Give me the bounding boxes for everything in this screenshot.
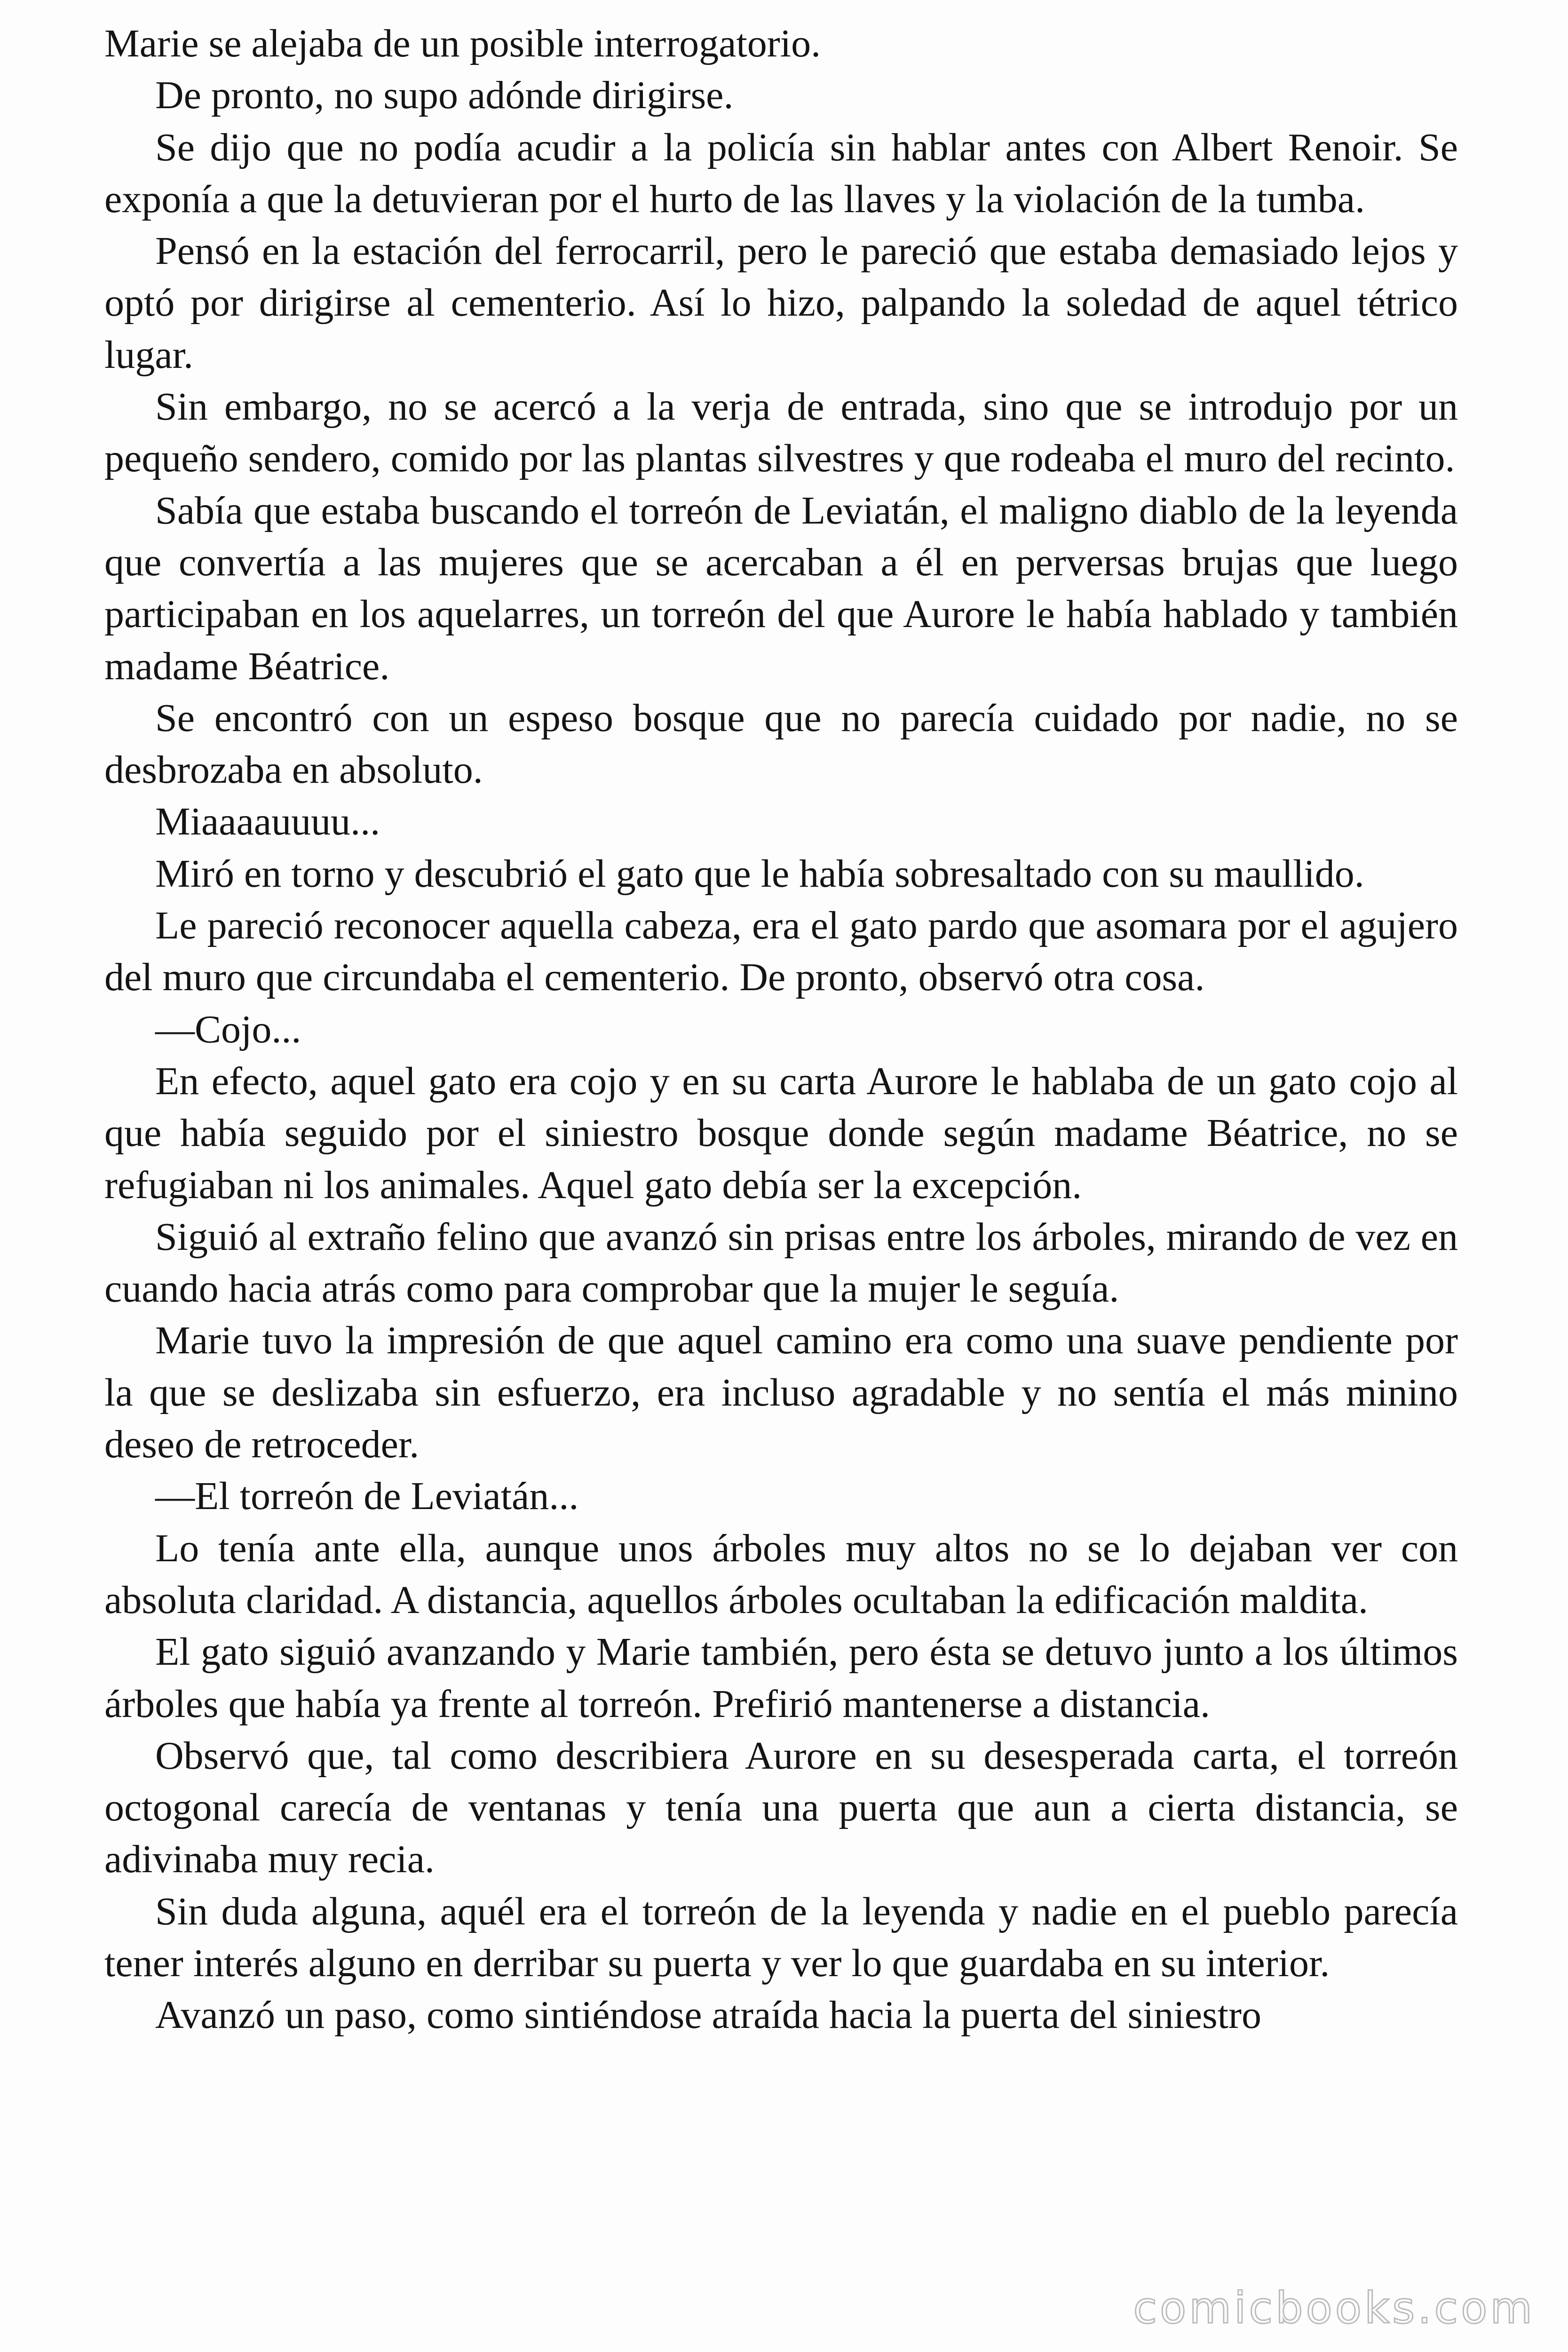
- body-text: [104, 18, 1458, 2042]
- paragraph: El gato siguió avanzando y Marie también, pero ésta se detuvo junto a los últimos árboles que había ya frente al torreón. Prefirió mantenerse a distancia.: [104, 1630, 1458, 1726]
- paragraph: —El torreón de Leviatán...: [155, 1474, 579, 1518]
- watermark: comicbooks.com: [1133, 2283, 1535, 2333]
- paragraph: Miró en torno y descubrió el gato que le había sobresaltado con su maullido.: [155, 851, 1364, 896]
- paragraph: Siguió al extraño felino que avanzó sin prisas entre los árboles, mirando de vez en cuando hacia atrás como para comprobar que la mujer le seguía.: [104, 1215, 1458, 1311]
- paragraph: Pensó en la estación del ferrocarril, pero le pareció que estaba demasiado lejos y optó por dirigirse al cementerio. Así lo hizo, palpando la soledad de aquel tétrico lugar.: [104, 229, 1458, 377]
- paragraph: Marie tuvo la impresión de que aquel camino era como una suave pendiente por la que se deslizaba sin esfuerzo, era incluso agradable y no sentía el más minino deseo de retroceder.: [104, 1319, 1458, 1467]
- paragraph: Sabía que estaba buscando el torreón de Leviatán, el maligno diablo de la leyenda que convertía a las mujeres que se acercaban a él en perversas brujas que luego participaban en los aquelarres, un torreón del que Aurore le había hablado y también madame Béatrice.: [104, 488, 1458, 688]
- paragraph: Sin duda alguna, aquél era el torreón de la leyenda y nadie en el pueblo parecía tener interés alguno en derribar su puerta y ver lo que guardaba en su interior.: [104, 1889, 1458, 1985]
- paragraph: En efecto, aquel gato era cojo y en su carta Aurore le hablaba de un gato cojo al que había seguido por el siniestro bosque donde según madame Béatrice, no se refugiaban ni los animales. Aquel gato debía ser la excepción.: [104, 1059, 1458, 1207]
- paragraph: De pronto, no supo adónde dirigirse.: [155, 73, 734, 118]
- paragraph: Le pareció reconocer aquella cabeza, era el gato pardo que asomara por el agujero del muro que circundaba el cementerio. De pronto, observó otra cosa.: [104, 904, 1458, 1000]
- paragraph: Sin embargo, no se acercó a la verja de entrada, sino que se introdujo por un pequeño sendero, comido por las plantas silvestres y que rodeaba el muro del recinto.: [104, 385, 1458, 481]
- paragraph: Se encontró con un espeso bosque que no parecía cuidado por nadie, no se desbrozaba en absoluto.: [104, 696, 1458, 792]
- paragraph: Marie se alejaba de un posible interrogatorio.: [104, 22, 821, 65]
- paragraph: —Cojo...: [155, 1007, 301, 1051]
- paragraph: Se dijo que no podía acudir a la policía sin hablar antes con Albert Renoir. Se exponía a que la detuvieran por el hurto de las llaves y la violación de la tumba.: [104, 125, 1458, 221]
- paragraph: Observó que, tal como describiera Aurore en su desesperada carta, el torreón octogonal carecía de ventanas y tenía una puerta que aun a cierta distancia, se adivinaba muy recia.: [104, 1733, 1458, 1882]
- paragraph: Miaaaauuuu...: [155, 800, 380, 844]
- paragraph: Lo tenía ante ella, aunque unos árboles muy altos no se lo dejaban ver con absoluta claridad. A distancia, aquellos árboles ocultaban la edificación maldita.: [104, 1526, 1458, 1622]
- paragraph: Avanzó un paso, como sintiéndose atraída hacia la puerta del siniestro: [155, 1993, 1261, 2037]
